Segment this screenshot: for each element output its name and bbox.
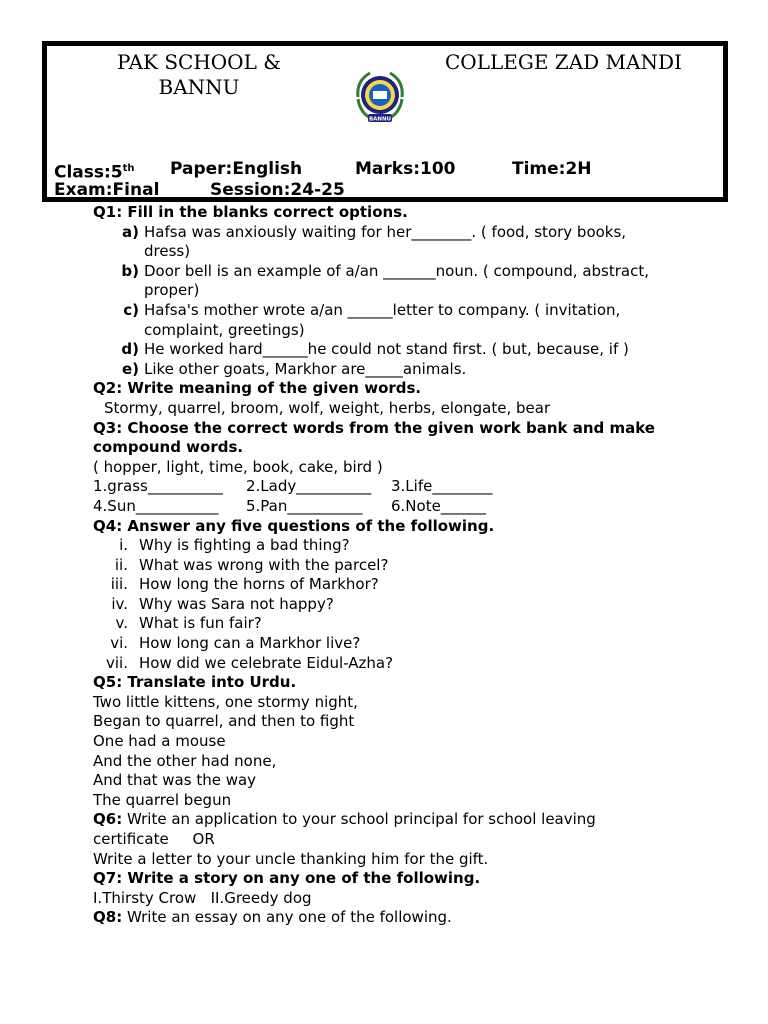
q6-question xyxy=(93,810,653,849)
q5-title: Q5: Translate into Urdu. xyxy=(93,673,297,692)
exam-questions xyxy=(93,203,733,928)
poem-line: And the other had none, xyxy=(93,751,277,770)
q2-title: Q2: Write meaning of the given words. xyxy=(93,379,422,398)
paper-field: Paper:English xyxy=(170,159,303,179)
class-field: Class:5th xyxy=(54,162,135,183)
item-text: Door bell is an example of a/an _______noun. ( compound, abstract, proper) xyxy=(144,261,650,300)
item-text: Like other goats, Markhor are_____animals. xyxy=(144,359,467,378)
item-text: How did we celebrate Eidul-Azha? xyxy=(139,653,394,672)
item-marker: iii. xyxy=(110,575,128,594)
exam-field: Exam:Final xyxy=(54,180,160,200)
item-marker: vii. xyxy=(106,653,128,672)
compound-blank-5: 5.Pan__________ xyxy=(246,496,363,515)
item-marker: vi. xyxy=(110,634,128,653)
q6-label: Q6: xyxy=(93,810,123,829)
q8-label: Q8: xyxy=(93,908,123,927)
compound-blank-3: 3.Life________ xyxy=(391,477,493,496)
item-text: Why was Sara not happy? xyxy=(139,594,334,613)
q6-alternative: Write a letter to your uncle thanking him for the gift. xyxy=(93,849,489,868)
q3-row-2 xyxy=(93,497,733,517)
q4-title: Q4: Answer any five questions of the following. xyxy=(93,516,495,535)
time-field: Time:2H xyxy=(512,159,592,179)
q4-item-2 xyxy=(93,556,733,576)
q6-text: Write an application to your school principal for school leaving certificate OR xyxy=(93,810,601,848)
compound-blank-4: 4.Sun___________ xyxy=(93,496,219,515)
school-logo-icon xyxy=(350,67,410,127)
q4-item-3 xyxy=(93,575,733,595)
item-marker: a) xyxy=(122,222,139,241)
q3-title: Q3: Choose the correct words from the given work bank and make compound words. xyxy=(93,418,655,457)
compound-blank-6: 6.Note______ xyxy=(391,496,486,515)
item-text: Hafsa was anxiously waiting for her________. ( food, story books, dress) xyxy=(144,222,627,261)
poem-line: The quarrel begun xyxy=(93,790,232,809)
q4-item-6 xyxy=(93,634,733,654)
item-text: Why is fighting a bad thing? xyxy=(139,536,350,555)
q4-item-5 xyxy=(93,614,733,634)
q1-title: Q1: Fill in the blanks correct options. xyxy=(93,203,408,221)
exam-header-box xyxy=(42,41,728,202)
q7-options: I.Thirsty Crow II.Greedy dog xyxy=(93,888,312,907)
school-name-left: PAK SCHOOL & BANNU xyxy=(116,50,282,99)
item-marker: c) xyxy=(123,300,139,319)
compound-blank-2: 2.Lady__________ xyxy=(246,477,372,496)
q1-item-b xyxy=(93,262,733,301)
q1-item-e xyxy=(93,360,733,380)
item-marker: i. xyxy=(119,536,128,555)
item-marker: b) xyxy=(121,261,139,280)
q4-item-1 xyxy=(93,536,733,556)
poem-line: And that was the way xyxy=(93,771,257,790)
q1-item-c xyxy=(93,301,733,340)
item-text: He worked hard______he could not stand first. ( but, because, if ) xyxy=(144,340,629,359)
q4-item-7 xyxy=(93,654,733,674)
item-marker: e) xyxy=(121,359,139,378)
compound-blank-1: 1.grass__________ xyxy=(93,477,223,496)
poem-line: One had a mouse xyxy=(93,732,226,751)
poem-line: Two little kittens, one stormy night, xyxy=(93,692,358,711)
item-marker: iv. xyxy=(111,594,128,613)
q1-item-d xyxy=(93,340,733,360)
session-field: Session:24-25 xyxy=(210,180,345,200)
q3-word-bank: ( hopper, light, time, book, cake, bird ) xyxy=(93,457,383,476)
poem-line: Began to quarrel, and then to fight xyxy=(93,712,355,731)
item-text: How long the horns of Markhor? xyxy=(139,575,379,594)
q4-item-4 xyxy=(93,595,733,615)
item-marker: d) xyxy=(121,340,139,359)
item-text: What is fun fair? xyxy=(139,614,262,633)
item-text: How long can a Markhor live? xyxy=(139,634,361,653)
item-marker: v. xyxy=(115,614,128,633)
logo-label: BANNU xyxy=(368,116,392,123)
item-text: Hafsa's mother wrote a/an ______letter to company. ( invitation, complaint, greetings) xyxy=(144,300,621,339)
q1-item-a xyxy=(93,223,733,262)
q3-row-1 xyxy=(93,477,733,497)
marks-field: Marks:100 xyxy=(355,159,456,179)
item-text: What was wrong with the parcel? xyxy=(139,555,389,574)
q8-text: Write an essay on any one of the following. xyxy=(122,908,452,927)
class-superscript: th xyxy=(122,163,135,174)
school-name-right: COLLEGE ZAD MANDI xyxy=(445,50,682,74)
q7-title: Q7: Write a story on any one of the following. xyxy=(93,869,481,888)
q2-words: Stormy, quarrel, broom, wolf, weight, herbs, elongate, bear xyxy=(104,398,551,417)
q8-question xyxy=(93,908,733,928)
item-marker: ii. xyxy=(114,555,128,574)
